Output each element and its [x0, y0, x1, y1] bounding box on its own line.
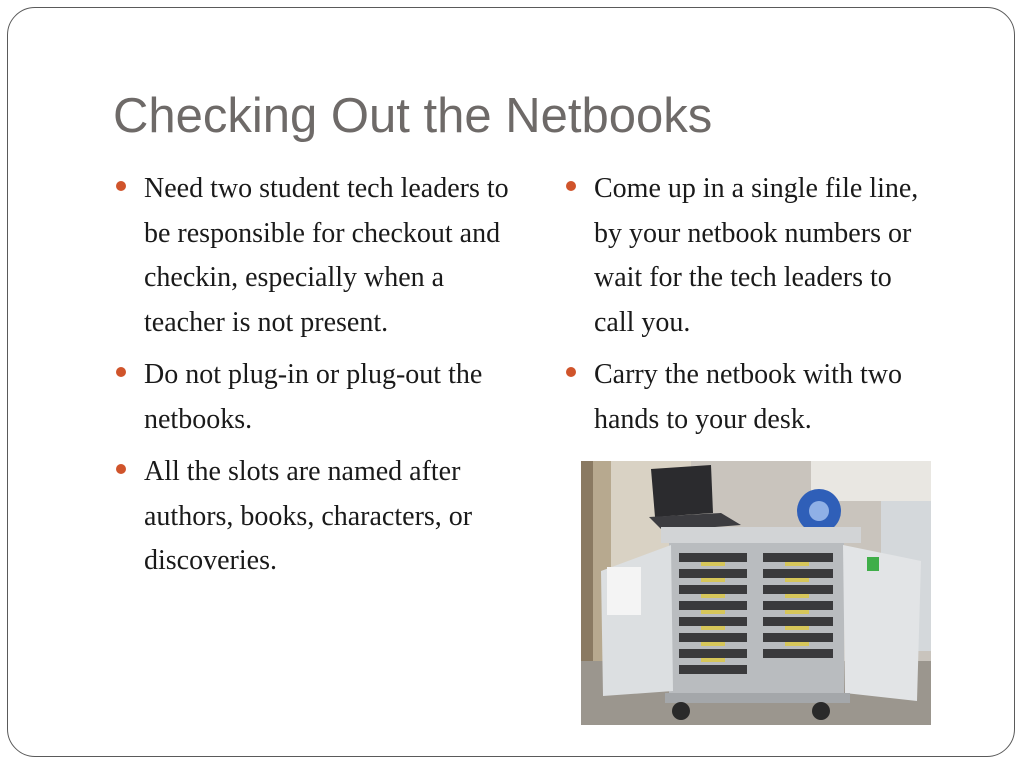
- bullet-icon: [116, 367, 126, 377]
- netbook-cart-photo: [581, 461, 931, 725]
- list-item: [113, 167, 518, 345]
- slide-title: Checking Out the Netbooks: [113, 89, 713, 143]
- bullet-text: Need two student tech leaders to be responsible for checkout and checkin, especially when a teacher is not present.: [144, 173, 509, 338]
- right-bullet-list: [563, 167, 928, 450]
- bullet-text: Come up in a single file line, by your netbook numbers or wait for the tech leaders to call you.: [594, 173, 919, 338]
- bullet-icon: [566, 367, 576, 377]
- bullet-icon: [566, 181, 576, 191]
- bullet-text: All the slots are named after authors, books, characters, or discoveries.: [144, 456, 473, 576]
- bullet-icon: [116, 181, 126, 191]
- list-item: [563, 167, 928, 345]
- list-item: [113, 450, 518, 584]
- bullet-icon: [116, 464, 126, 474]
- bullet-text: Do not plug-in or plug-out the netbooks.: [144, 359, 483, 435]
- list-item: [113, 353, 518, 442]
- left-bullet-list: [113, 167, 518, 592]
- list-item: [563, 353, 928, 442]
- bullet-text: Carry the netbook with two hands to your desk.: [594, 359, 902, 435]
